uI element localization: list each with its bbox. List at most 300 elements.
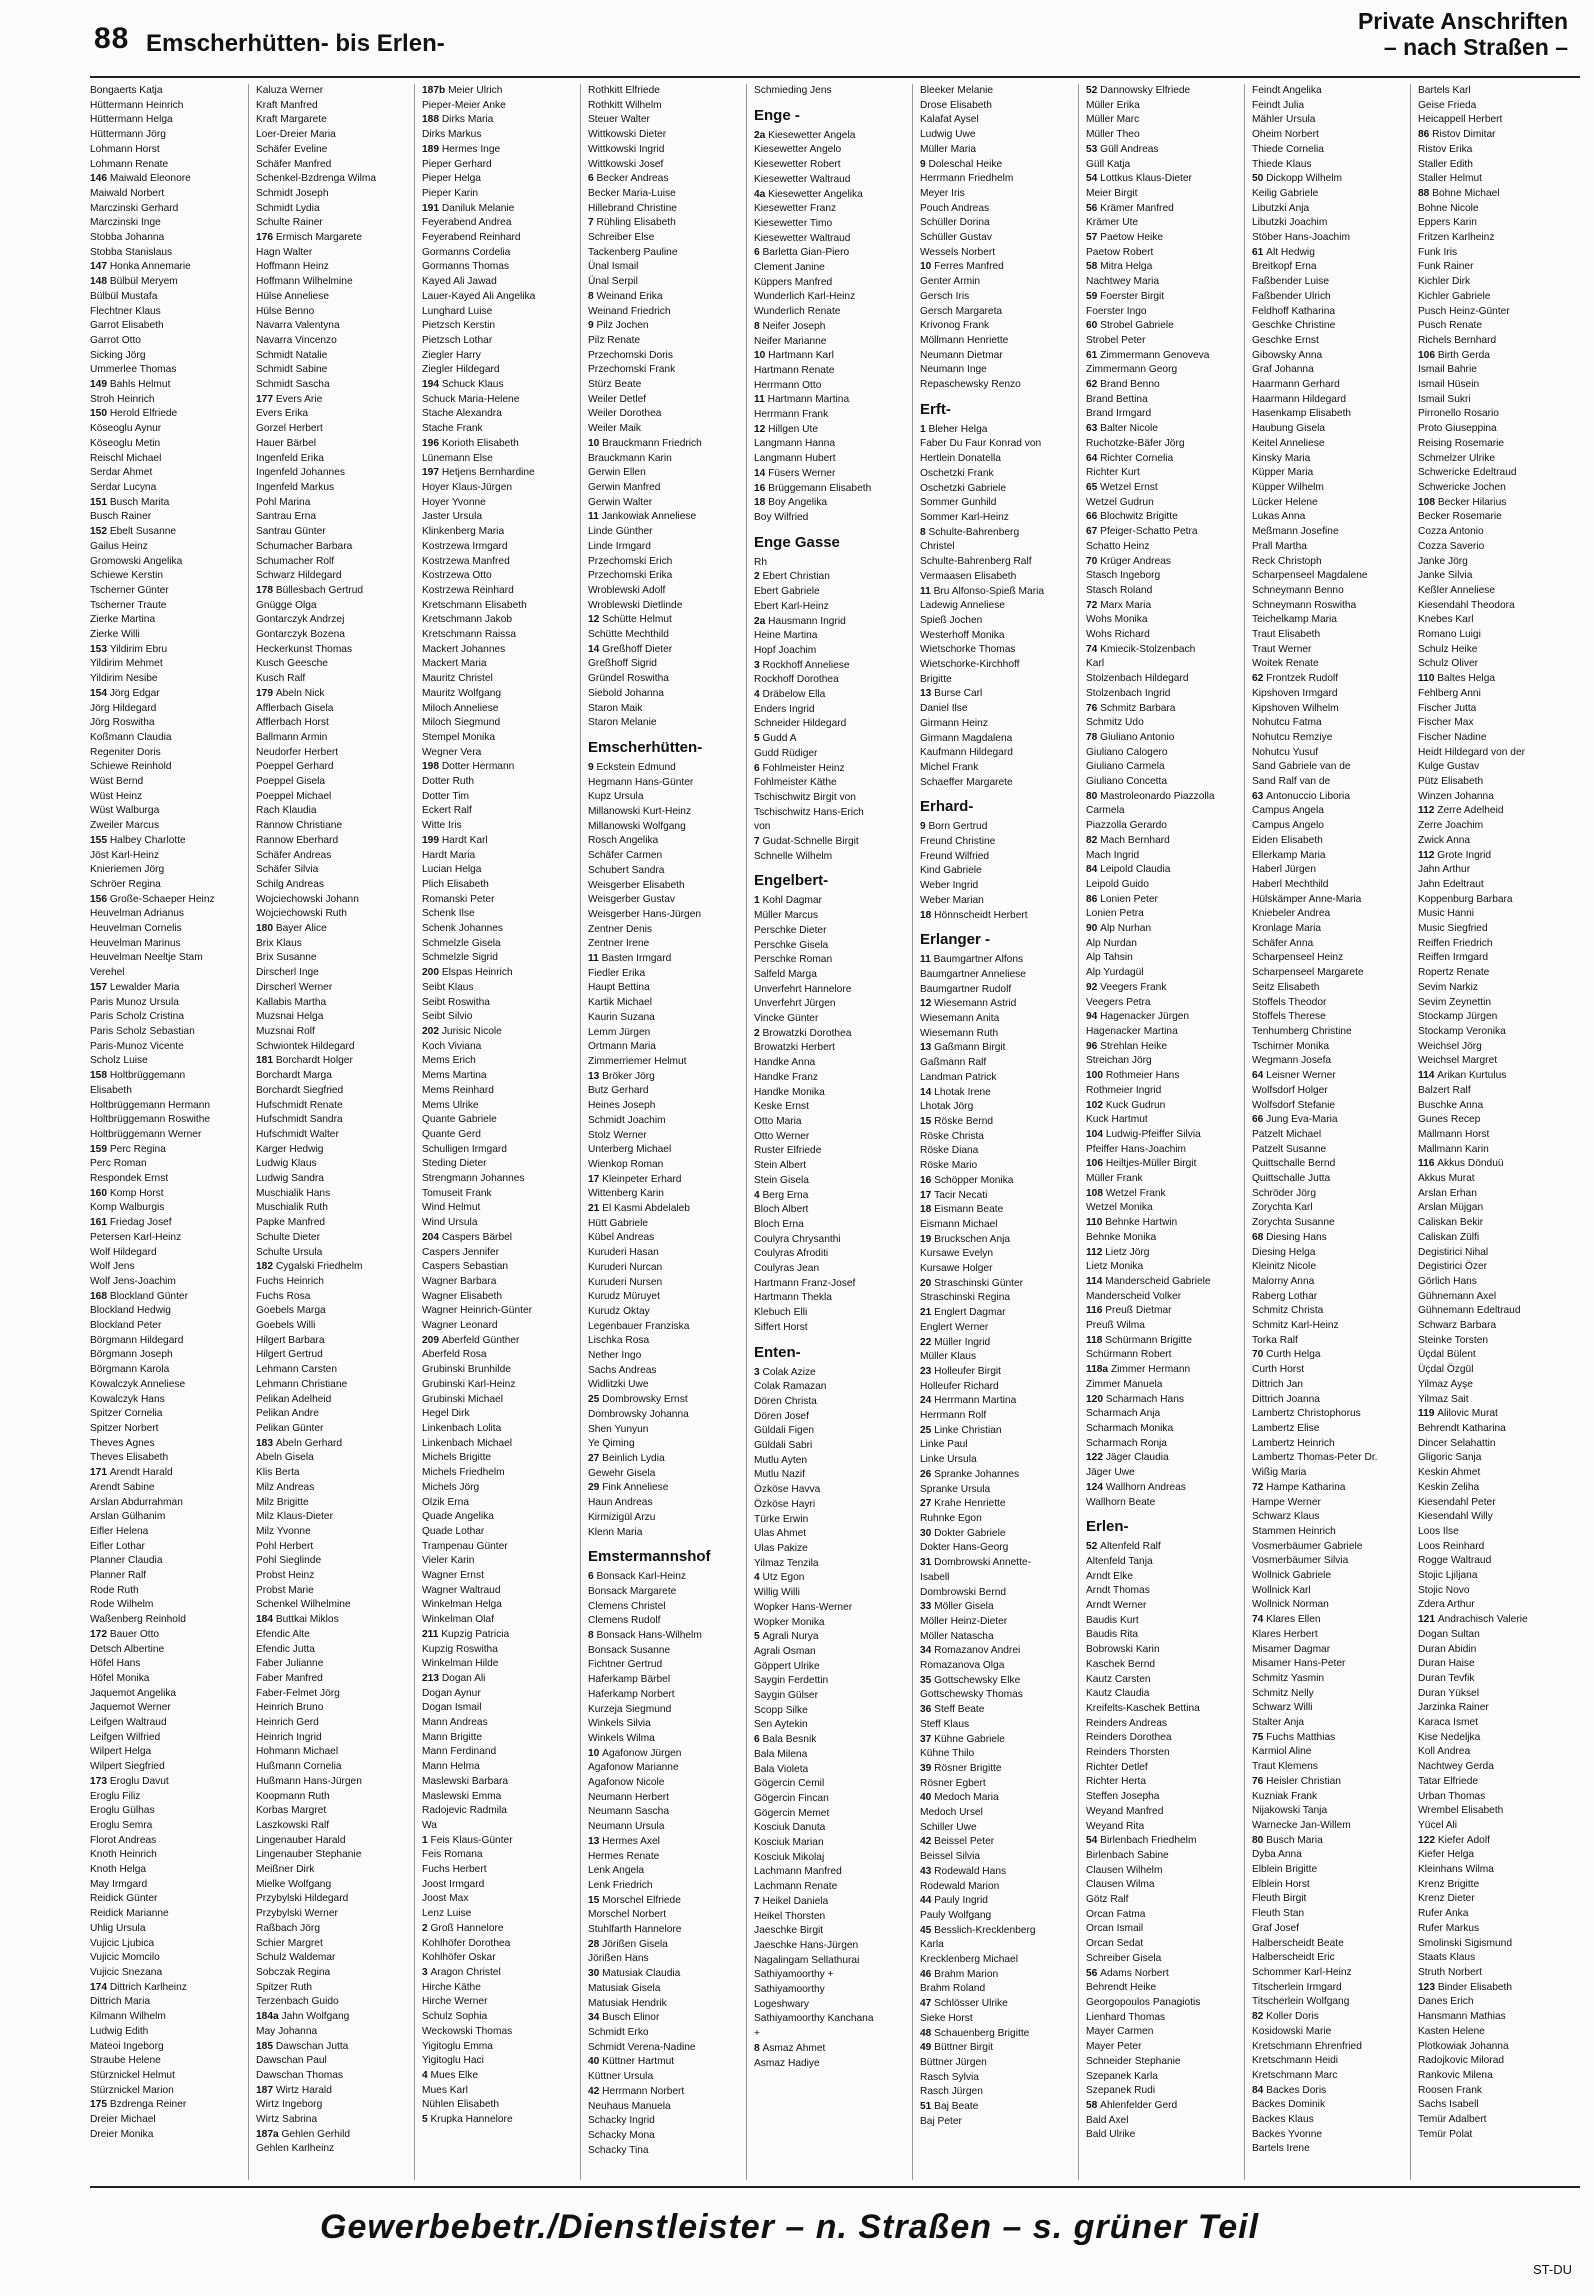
resident-entry: [1252, 1481, 1402, 1496]
resident-entry: [1252, 1348, 1402, 1363]
resident-entry: [920, 260, 1070, 275]
resident-entry: Schulte-Bahrenberg Ralf: [920, 556, 1032, 568]
resident-entry: Gühnemann Axel: [1418, 1290, 1497, 1302]
house-number: 209: [422, 1334, 442, 1346]
house-number: 102: [1086, 1099, 1106, 1111]
resident-entry: Kleinhans Wilma: [1418, 1864, 1494, 1876]
resident-entry: Bonsack Susanne: [588, 1644, 671, 1656]
resident-name: Ermisch Margarete: [275, 232, 362, 244]
house-number: 74: [1252, 1614, 1267, 1626]
resident-entry: Quante Gabriele: [422, 1114, 497, 1126]
resident-entry: Geschke Christine: [1252, 320, 1336, 332]
resident-entry: Hoffmann Wilhelmine: [256, 276, 353, 288]
house-number: 72: [1252, 1481, 1267, 1493]
resident-name: Mach Bernhard: [1100, 834, 1170, 846]
resident-entry: Traut Werner: [1252, 643, 1312, 655]
resident-entry: Hopf Joachim: [754, 644, 817, 656]
resident-entry: [920, 1762, 1070, 1777]
resident-entry: Stammen Heinrich: [1252, 1525, 1336, 1537]
resident-entry: Schmelzle Gisela: [422, 937, 501, 949]
resident-entry: [920, 909, 1070, 924]
resident-name: Korioth Elisabeth: [441, 437, 519, 449]
resident-entry: [920, 1527, 1070, 1542]
resident-entry: [422, 1628, 572, 1643]
resident-entry: [1418, 187, 1568, 202]
resident-entry: [920, 1894, 1070, 1909]
resident-entry: Garrot Elisabeth: [90, 320, 164, 332]
resident-entry: Tschirner Monika: [1252, 1040, 1329, 1052]
house-number: 108: [1418, 496, 1438, 508]
resident-entry: [1252, 1775, 1402, 1790]
resident-entry: [1086, 1187, 1236, 1202]
resident-entry: Leifgen Wilfried: [90, 1731, 161, 1743]
resident-entry: [1086, 1069, 1236, 1084]
house-number: 13: [588, 1070, 603, 1082]
resident-entry: Mayer Carmen: [1086, 2026, 1154, 2038]
resident-entry: Wittkowski Dieter: [588, 129, 667, 141]
resident-name: Mitra Helga: [1100, 261, 1153, 273]
house-number: 40: [588, 2056, 603, 2068]
resident-name: Honka Annemarie: [109, 261, 191, 273]
resident-entry: Brix Klaus: [256, 937, 302, 949]
resident-entry: Vieler Karin: [422, 1555, 475, 1567]
house-number: 15: [588, 1894, 603, 1906]
resident-entry: [1086, 525, 1236, 540]
house-number: 22: [920, 1336, 935, 1348]
house-number: 10: [920, 261, 935, 273]
resident-entry: Pilz Renate: [588, 334, 641, 346]
house-number: 6: [754, 762, 763, 774]
resident-entry: Gerwin Ellen: [588, 467, 646, 479]
resident-entry: [1418, 1613, 1568, 1628]
house-number: 52: [1086, 1541, 1101, 1553]
resident-entry: [90, 378, 240, 393]
resident-entry: [754, 1571, 904, 1586]
resident-name: Veegers Frank: [1100, 981, 1167, 993]
resident-name: Agrali Nurya: [762, 1631, 819, 1643]
resident-entry: Witte Iris: [422, 820, 462, 832]
resident-entry: [588, 2011, 738, 2026]
resident-entry: Gersch Iris: [920, 290, 970, 302]
resident-entry: [754, 1366, 904, 1381]
house-number: 106: [1418, 349, 1438, 361]
house-number: 39: [920, 1762, 935, 1774]
resident-entry: Sachs Andreas: [588, 1364, 657, 1376]
resident-entry: Schneymann Roswitha: [1252, 599, 1357, 611]
resident-entry: Halberscheidt Beate: [1252, 1937, 1344, 1949]
resident-entry: Stache Alexandra: [422, 408, 502, 420]
resident-entry: Schütte Mechthild: [588, 629, 669, 641]
resident-name: Adams Norbert: [1100, 1967, 1169, 1979]
resident-entry: Jahn Edeltraut: [1418, 878, 1484, 890]
house-number: 100: [1086, 1070, 1106, 1082]
resident-name: Hillgen Ute: [768, 423, 819, 435]
resident-entry: Nijakowski Tanja: [1252, 1805, 1328, 1817]
resident-entry: Dogan Aynur: [422, 1687, 481, 1699]
house-number: 2a: [754, 615, 769, 627]
resident-entry: Coulyra Chrysanthi: [754, 1233, 841, 1245]
resident-entry: [920, 820, 1070, 835]
resident-entry: Weichsel Margret: [1418, 1055, 1498, 1067]
resident-entry: Alp Tahsin: [1086, 952, 1133, 964]
resident-entry: Bongaerts Katja: [90, 85, 163, 96]
resident-entry: Wessels Norbert: [920, 246, 996, 258]
house-number: 34: [920, 1645, 935, 1657]
resident-entry: Browatzki Herbert: [754, 1042, 835, 1054]
resident-entry: Kaschek Bernd: [1086, 1658, 1156, 1670]
resident-entry: Mayer Peter: [1086, 2041, 1142, 2053]
resident-entry: [588, 2085, 738, 2100]
resident-entry: [1086, 1481, 1236, 1496]
resident-entry: Linke Ursula: [920, 1454, 977, 1466]
resident-entry: Stürznickel Marion: [90, 2084, 174, 2096]
house-number: 122: [1086, 1452, 1106, 1464]
resident-entry: [1086, 84, 1236, 99]
resident-name: Marx Maria: [1100, 599, 1152, 611]
house-number: 118: [1086, 1334, 1106, 1346]
resident-entry: Langmann Hanna: [754, 438, 835, 450]
resident-entry: Knieriemen Jörg: [90, 864, 165, 876]
resident-entry: Vujicic Ljubica: [90, 1937, 155, 1949]
house-number: 21: [588, 1203, 603, 1215]
resident-entry: Klenn Maria: [588, 1526, 643, 1538]
resident-entry: Eckert Ralf: [422, 805, 472, 817]
house-number: 116: [1418, 1158, 1438, 1170]
resident-entry: Üçdal Özgül: [1418, 1364, 1474, 1376]
resident-name: Bahls Helmut: [109, 379, 171, 391]
resident-entry: Kretschmann Heidi: [1252, 2055, 1339, 2067]
resident-entry: [90, 2098, 240, 2113]
resident-entry: Rösner Egbert: [920, 1777, 986, 1789]
resident-entry: [920, 1041, 1070, 1056]
house-number: 4a: [754, 188, 769, 200]
resident-entry: Özköse Hayri: [754, 1498, 816, 1510]
house-number: 179: [256, 687, 276, 699]
resident-entry: Schäfer Anna: [1252, 937, 1314, 949]
resident-entry: [90, 407, 240, 422]
resident-entry: Kayed Ali Jawad: [422, 276, 497, 288]
resident-entry: Gewehr Gisela: [588, 1467, 656, 1479]
house-number: 84: [1086, 864, 1101, 876]
resident-entry: [920, 1703, 1070, 1718]
resident-entry: Willig Willi: [754, 1587, 800, 1599]
resident-entry: Kostrzewa Reinhard: [422, 584, 514, 596]
resident-entry: Schmelzle Sigrid: [422, 952, 498, 964]
resident-entry: [588, 1173, 738, 1188]
resident-name: Krüger Andreas: [1100, 555, 1171, 567]
resident-entry: Baudis Kurt: [1086, 1614, 1139, 1626]
resident-entry: [90, 981, 240, 996]
resident-entry: Kretschmann Elisabeth: [422, 599, 527, 611]
resident-entry: Kretschmann Ehrenfried: [1252, 2040, 1362, 2052]
house-number: 11: [588, 953, 602, 965]
resident-entry: [1086, 1040, 1236, 1055]
resident-name: Hampe Katharina: [1266, 1481, 1346, 1493]
resident-entry: [90, 260, 240, 275]
resident-entry: Fleuth Birgit: [1252, 1893, 1307, 1905]
resident-entry: Duran Abidin: [1418, 1643, 1477, 1655]
resident-name: Linke Christian: [934, 1424, 1002, 1436]
resident-entry: Wegmann Josefa: [1252, 1055, 1332, 1067]
resident-entry: [1252, 2010, 1402, 2025]
resident-entry: Rankovic Milena: [1418, 2069, 1493, 2081]
resident-entry: Zorychta Susanne: [1252, 1217, 1335, 1229]
resident-entry: Kohlhöfer Dorothea: [422, 1937, 511, 1949]
resident-entry: Bonsack Margarete: [588, 1585, 677, 1597]
resident-entry: [754, 1733, 904, 1748]
resident-entry: Scharmach Anja: [1086, 1408, 1161, 1420]
address-column: [1086, 84, 1236, 2180]
resident-entry: Schmelzer Ulrike: [1418, 452, 1495, 464]
resident-entry: Tackenberg Pauline: [588, 246, 678, 258]
resident-entry: Logeshwary: [754, 1998, 809, 2010]
resident-entry: [1086, 790, 1236, 805]
resident-entry: Bartels Irene: [1252, 2143, 1310, 2155]
resident-entry: Schatto Heinz: [1086, 540, 1150, 552]
resident-entry: Baj Peter: [920, 2115, 962, 2127]
resident-entry: Clement Janine: [754, 262, 825, 274]
resident-entry: Schumacher Rolf: [256, 555, 335, 567]
resident-entry: Kosciuk Danuta: [754, 1822, 826, 1834]
resident-entry: Schulz Sophia: [422, 2011, 488, 2023]
resident-entry: Geise Frieda: [1418, 99, 1477, 111]
resident-entry: Caspers Sebastian: [422, 1261, 509, 1273]
resident-entry: [754, 496, 904, 511]
house-number: 211: [422, 1628, 442, 1640]
resident-entry: Quade Lothar: [422, 1525, 485, 1537]
resident-entry: [754, 246, 904, 261]
resident-entry: Spitzer Norbert: [90, 1422, 159, 1434]
house-number: 40: [920, 1792, 935, 1804]
resident-entry: Seibt Klaus: [422, 981, 474, 993]
resident-entry: Ziegler Harry: [422, 349, 481, 361]
resident-name: Rühling Elisabeth: [596, 217, 676, 229]
resident-entry: [1252, 1613, 1402, 1628]
resident-entry: Rasch Jürgen: [920, 2086, 983, 2098]
resident-entry: [1086, 378, 1236, 393]
resident-entry: Knoth Heinrich: [90, 1849, 157, 1861]
page-footer: Gewerbebetr./Dienstleister – n. Straßen – s. grüner Teil: [320, 2208, 1260, 2246]
resident-entry: Reiffen Irmgard: [1418, 952, 1489, 964]
resident-name: Hönnscheidt Herbert: [934, 909, 1028, 921]
house-number: 62: [1252, 673, 1267, 685]
house-number: 60: [1086, 320, 1101, 332]
resident-entry: Wißig Maria: [1252, 1467, 1307, 1479]
resident-entry: Perc Roman: [90, 1158, 147, 1170]
resident-entry: Nether Ingo: [588, 1350, 642, 1362]
resident-entry: Gudd Rüdiger: [754, 747, 818, 759]
resident-entry: Diesing Helga: [1252, 1246, 1316, 1258]
resident-entry: [1252, 1231, 1402, 1246]
resident-entry: [920, 1115, 1070, 1130]
resident-entry: Mallmann Karin: [1418, 1143, 1489, 1155]
resident-entry: Stürznickel Helmut: [90, 2069, 175, 2081]
resident-entry: Schröer Regina: [90, 878, 161, 890]
resident-name: Doleschal Heike: [928, 158, 1003, 170]
resident-entry: Wagner Ernst: [422, 1570, 484, 1582]
resident-entry: Pelikan Günter: [256, 1422, 324, 1434]
resident-entry: Kiesendahl Willy: [1418, 1511, 1493, 1523]
resident-entry: Jörißen Hans: [588, 1953, 649, 1965]
column-divider: [414, 84, 415, 2180]
resident-entry: Spitzer Cornelia: [90, 1408, 163, 1420]
resident-entry: Przechomski Doris: [588, 349, 673, 361]
resident-entry: Kuruderi Hasan: [588, 1247, 659, 1259]
resident-entry: Freund Wilfried: [920, 850, 990, 862]
resident-entry: Koppenburg Barbara: [1418, 893, 1513, 905]
resident-name: Altenfeld Ralf: [1100, 1541, 1161, 1553]
resident-name: Kuck Gudrun: [1105, 1099, 1166, 1111]
resident-entry: Eifler Helena: [90, 1525, 149, 1537]
resident-entry: Gontarczyk Andrzej: [256, 614, 345, 626]
resident-entry: Jaeschke Hans-Jürgen: [754, 1939, 859, 1951]
resident-entry: Krenz Brigitte: [1418, 1878, 1480, 1890]
resident-entry: Wagner Heinrich-Günter: [422, 1305, 533, 1317]
house-number: 33: [920, 1601, 935, 1613]
resident-entry: Schwericke Jochen: [1418, 481, 1506, 493]
resident-entry: Joost Max: [422, 1893, 469, 1905]
resident-entry: [1086, 1540, 1236, 1555]
street-heading: Engelbert-: [754, 872, 829, 890]
resident-entry: Preuß Wilma: [1086, 1320, 1145, 1332]
resident-entry: Titscherlein Wolfgang: [1252, 1996, 1350, 2008]
house-number: 49: [920, 2042, 935, 2054]
resident-entry: Schenk Johannes: [422, 923, 503, 935]
resident-entry: Hüttermann Jörg: [90, 129, 166, 141]
house-number: 118a: [1086, 1364, 1111, 1376]
resident-name: Zimmer Hermann: [1110, 1364, 1191, 1376]
resident-name: Jankowiak Anneliese: [601, 511, 697, 523]
house-number: 3: [754, 1366, 763, 1378]
resident-entry: Schmitz Karl-Heinz: [1252, 1320, 1339, 1332]
resident-entry: Muschialik Ruth: [256, 1202, 328, 1214]
resident-entry: [422, 1334, 572, 1349]
house-number: 108: [1086, 1187, 1106, 1199]
resident-entry: [1086, 290, 1236, 305]
resident-name: Asmaz Ahmet: [762, 2042, 826, 2054]
resident-entry: Rannow Christiane: [256, 820, 343, 832]
resident-name: Bonsack Hans-Wilhelm: [596, 1630, 702, 1642]
resident-entry: Brand Bettina: [1086, 393, 1148, 405]
resident-entry: Hoffmann Heinz: [256, 261, 329, 273]
resident-name: Romazanov Andrei: [934, 1645, 1021, 1657]
resident-entry: Alp Yurdagül: [1086, 967, 1144, 979]
resident-entry: Kraft Manfred: [256, 99, 318, 111]
house-number: 64: [1086, 452, 1101, 464]
resident-name: Krupka Hannelore: [430, 2114, 513, 2126]
resident-entry: Yilmaz Tenzila: [754, 1557, 819, 1569]
resident-entry: Terzenbach Guido: [256, 1996, 339, 2008]
resident-entry: Thiede Cornelia: [1252, 143, 1324, 155]
resident-entry: Georgopoulos Panagiotis: [1086, 1997, 1201, 2008]
house-number: 25: [920, 1424, 935, 1436]
house-number: 53: [1086, 143, 1101, 155]
resident-entry: [1086, 834, 1236, 849]
resident-entry: Yücel Ali: [1418, 1819, 1458, 1831]
resident-entry: Wopker Hans-Werner: [754, 1601, 853, 1613]
resident-entry: Weiler Detlef: [588, 393, 647, 405]
resident-entry: Schmitz Christa: [1252, 1305, 1324, 1317]
resident-entry: Zwick Anna: [1418, 834, 1471, 846]
resident-entry: Möller Natascha: [920, 1630, 994, 1642]
house-number: 5: [422, 2114, 431, 2126]
resident-entry: Temür Polat: [1418, 2128, 1473, 2140]
resident-entry: Faßbender Luise: [1252, 276, 1330, 288]
house-number: 187b: [422, 85, 449, 96]
resident-entry: Zimmerriemer Helmut: [588, 1056, 687, 1067]
resident-entry: Elblein Horst: [1252, 1878, 1310, 1890]
resident-entry: Bloch Erna: [754, 1218, 804, 1230]
resident-entry: Lonien Petra: [1086, 908, 1144, 920]
resident-entry: Stockamp Veronika: [1418, 1026, 1506, 1037]
resident-entry: Theves Agnes: [90, 1437, 155, 1449]
resident-entry: Scharpenseel Magdalene: [1252, 570, 1368, 582]
house-number: 2: [422, 1922, 431, 1934]
resident-entry: [1418, 1834, 1568, 1849]
resident-name: Kiesewetter Angela: [768, 129, 856, 141]
resident-entry: Dirks Markus: [422, 129, 482, 141]
resident-entry: Heine Martina: [754, 630, 818, 642]
resident-entry: Schwarz Hildegard: [256, 570, 342, 582]
resident-name: Andrachisch Valerie: [1437, 1614, 1528, 1626]
resident-entry: Mach Ingrid: [1086, 849, 1140, 861]
resident-entry: Kupzig Roswitha: [422, 1643, 498, 1655]
house-number: 17: [588, 1173, 603, 1185]
resident-entry: Stobba Stanislaus: [90, 246, 173, 258]
resident-entry: Pieper Gerhard: [422, 158, 492, 170]
resident-entry: Quittschalle Bernd: [1252, 1158, 1336, 1170]
resident-name: Bülbül Meryem: [109, 276, 178, 288]
resident-entry: Röske Mario: [920, 1160, 978, 1172]
house-number: 114: [1418, 1070, 1438, 1082]
resident-entry: Michels Friedhelm: [422, 1467, 505, 1479]
resident-name: Dickopp Wilhelm: [1266, 173, 1343, 185]
resident-entry: Haupt Bettina: [588, 982, 650, 994]
resident-name: Bonsack Karl-Heinz: [596, 1571, 686, 1583]
resident-entry: Wietschorke-Kirchhoff: [920, 659, 1020, 671]
resident-entry: Handke Anna: [754, 1057, 816, 1069]
resident-entry: Jörg Hildegard: [90, 702, 157, 714]
resident-entry: Faßbender Ulrich: [1252, 290, 1331, 302]
house-number: 14: [920, 1086, 935, 1098]
resident-entry: Lambertz Thomas-Peter Dr.: [1252, 1452, 1378, 1464]
resident-entry: Serdar Lucyna: [90, 481, 157, 493]
house-number: 123: [1418, 1981, 1438, 1993]
resident-entry: Spieß Jochen: [920, 614, 983, 626]
resident-entry: Prall Martha: [1252, 540, 1307, 552]
resident-entry: Backes Yvonne: [1252, 2128, 1323, 2140]
resident-entry: [1418, 849, 1568, 864]
resident-entry: Fischer Jutta: [1418, 702, 1477, 714]
resident-entry: Hufschmidt Renate: [256, 1099, 343, 1111]
resident-name: Hartmann Karl: [768, 350, 834, 362]
resident-entry: [588, 1452, 738, 1467]
resident-entry: Pauly Wolfgang: [920, 1909, 992, 1921]
resident-entry: Pieper Helga: [422, 173, 481, 185]
house-number: 155: [90, 834, 110, 846]
resident-name: Preuß Dietmar: [1105, 1305, 1172, 1317]
house-number: 187a: [256, 2128, 282, 2140]
resident-entry: Urban Thomas: [1418, 1790, 1486, 1802]
resident-entry: Heckerkunst Thomas: [256, 643, 353, 655]
house-number: 6: [588, 1571, 597, 1583]
house-number: 66: [1086, 511, 1101, 523]
resident-entry: Kiesendahl Peter: [1418, 1496, 1496, 1508]
resident-entry: [90, 1069, 240, 1084]
resident-entry: Wrembel Elisabeth: [1418, 1805, 1504, 1817]
resident-entry: Bald Axel: [1086, 2114, 1129, 2126]
resident-name: Dombrowski Annette-: [934, 1557, 1031, 1569]
